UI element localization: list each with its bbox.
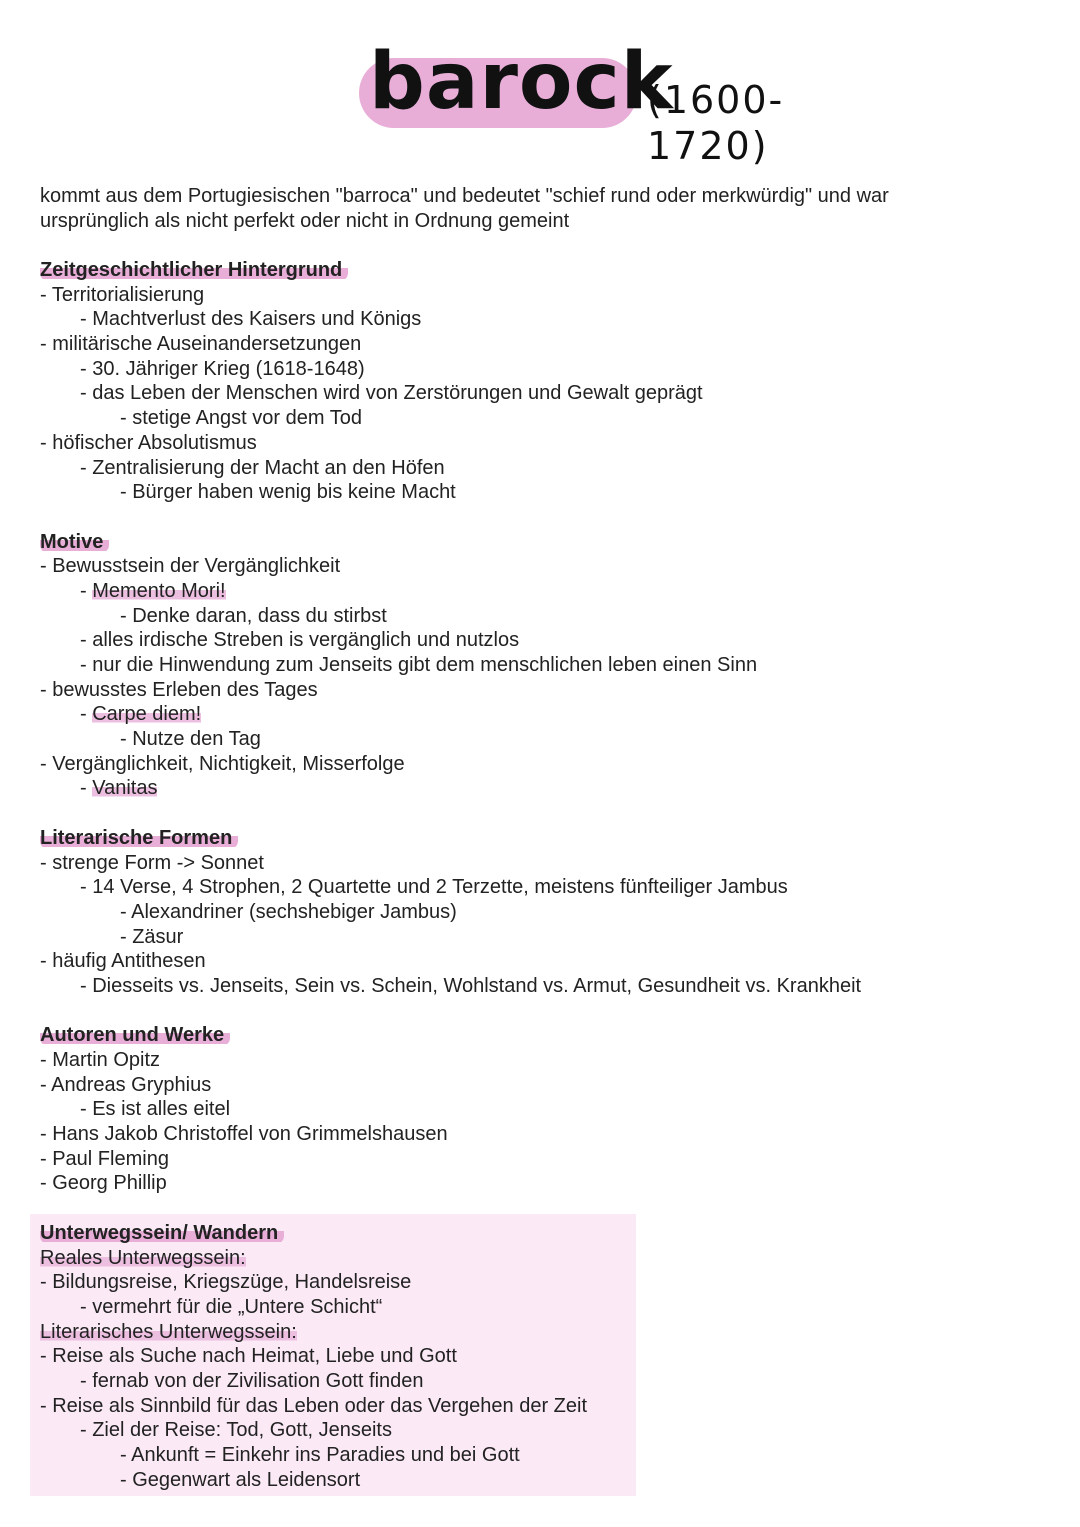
section-heading <box>40 826 1040 851</box>
subheading: Reales Unterwegssein: <box>40 1246 246 1269</box>
list-item: - Territorialisierung <box>40 283 205 306</box>
list-item: - Diesseits vs. Jenseits, Sein vs. Schein, Wohlstand vs. Armut, Gesundheit vs. Krankheit <box>80 974 862 997</box>
list-item: - Gegenwart als Leidensort <box>120 1468 361 1491</box>
list-item <box>40 1320 1040 1345</box>
subheading: Literarisches Unterwegssein: <box>40 1320 297 1343</box>
list-item: - strenge Form -> Sonnet <box>40 851 264 874</box>
heading-motive: Motive <box>40 531 109 553</box>
heading-zeit: Zeitgeschichtlicher Hintergrund <box>40 259 348 281</box>
list-item: - Denke daran, dass du stirbst <box>120 604 387 627</box>
list-item: - Andreas Gryphius <box>40 1073 212 1096</box>
list-item: - häufig Antithesen <box>40 950 206 973</box>
list-item: - Vergänglichkeit, Nichtigkeit, Misserfolge <box>40 752 405 775</box>
highlighted-term: Vanitas <box>92 777 158 800</box>
list-item: - vermehrt für die „Untere Schicht“ <box>80 1295 383 1318</box>
list-item: - Vanitas <box>80 777 158 800</box>
list-item: - Ankunft = Einkehr ins Paradies und bei Gott <box>120 1444 520 1466</box>
heading-formen: Literarische Formen <box>40 827 238 849</box>
list-item: - Carpe diem! <box>80 703 202 726</box>
list-item: - bewusstes Erleben des Tages <box>40 678 318 701</box>
list-item: - stetige Angst vor dem Tod <box>120 407 362 430</box>
list-item: - Es ist alles eitel <box>80 1098 231 1121</box>
list-item: - Bildungsreise, Kriegszüge, Handelsreise <box>40 1271 412 1294</box>
list-item: - nur die Hinwendung zum Jenseits gibt dem menschlichen leben einen Sinn <box>80 654 758 676</box>
list-item: - alles irdische Streben is vergänglich und nutzlos <box>80 629 520 652</box>
list-item: - Nutze den Tag <box>120 728 261 751</box>
list-item: - Georg Phillip <box>40 1172 167 1195</box>
list-item: - Alexandriner (sechshebiger Jambus) <box>120 900 457 923</box>
highlighted-term: Carpe diem! <box>92 703 202 726</box>
notes-content <box>40 258 1040 1492</box>
list-item: - 14 Verse, 4 Strophen, 2 Quartette und 2 Terzette, meistens fünfteiliger Jambus <box>80 876 788 899</box>
list-item: - Hans Jakob Christoffel von Grimmelshausen <box>40 1123 448 1146</box>
list-item: - Zentralisierung der Macht an den Höfen <box>80 456 445 479</box>
section-heading <box>40 530 1040 555</box>
list-item: - das Leben der Menschen wird von Zerstörungen und Gewalt geprägt <box>80 382 703 405</box>
list-item: - Reise als Sinnbild für das Leben oder das Vergehen der Zeit <box>40 1394 588 1417</box>
list-item: - Bürger haben wenig bis keine Macht <box>120 481 456 504</box>
list-item: - Martin Opitz <box>40 1049 161 1071</box>
list-item: - Reise als Suche nach Heimat, Liebe und Gott <box>40 1345 457 1368</box>
list-item: - 30. Jähriger Krieg (1618-1648) <box>80 357 365 380</box>
list-item <box>40 1246 1040 1271</box>
page-title <box>355 37 875 168</box>
heading-wandern: Unterwegssein/ Wandern <box>40 1222 284 1244</box>
intro-paragraph: kommt aus dem Portugiesischen "barroca" und bedeutet "schief rund oder merkwürdig" und war ursprünglich als nicht perfekt oder nicht in Ordnung gemeint <box>40 185 889 232</box>
section-heading <box>40 258 1040 283</box>
title-years: (1600-1720) <box>647 78 785 168</box>
section-heading <box>40 1023 1040 1048</box>
list-item: - Zäsur <box>120 925 184 948</box>
section-heading <box>40 1221 1040 1246</box>
list-item: - militärische Auseinandersetzungen <box>40 333 362 356</box>
highlighted-term: Memento Mori! <box>92 579 226 602</box>
list-item: - Paul Fleming <box>40 1147 169 1170</box>
heading-autoren: Autoren und Werke <box>40 1024 230 1046</box>
list-item: - fernab von der Zivilisation Gott finden <box>80 1369 424 1392</box>
title-text: barock <box>369 37 674 127</box>
list-item: - Ziel der Reise: Tod, Gott, Jenseits <box>80 1419 392 1442</box>
list-item: - Machtverlust des Kaisers und Königs <box>80 308 422 331</box>
list-item: - Memento Mori! <box>80 579 226 602</box>
list-item: - höfischer Absolutismus <box>40 431 257 454</box>
list-item: - Bewusstsein der Vergänglichkeit <box>40 555 341 578</box>
